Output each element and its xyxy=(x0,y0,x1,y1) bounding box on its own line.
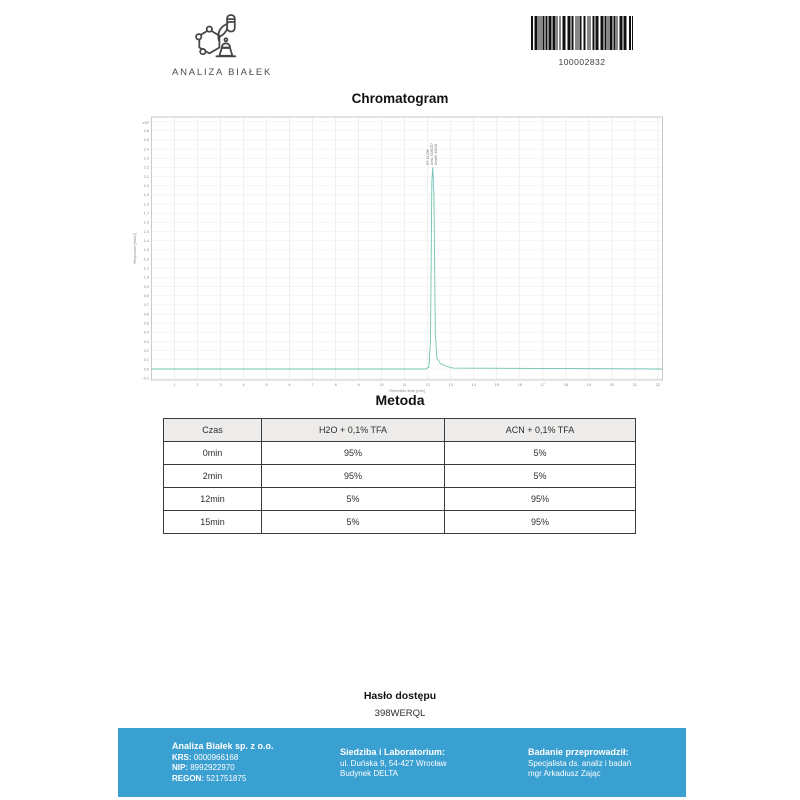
cell-time: 12min xyxy=(164,488,262,511)
access-password-block xyxy=(0,690,800,719)
svg-text:4: 4 xyxy=(242,383,245,387)
svg-text:8: 8 xyxy=(334,383,337,387)
cell-acn: 95% xyxy=(445,488,636,511)
table-row xyxy=(164,442,636,465)
svg-text:2.0: 2.0 xyxy=(143,184,149,189)
svg-text:3: 3 xyxy=(219,383,222,387)
col-header-acn: ACN + 0,1% TFA xyxy=(445,419,636,442)
method-title: Metoda xyxy=(375,392,425,408)
footer-address-block xyxy=(340,747,447,780)
company-nip: NIP: 8992922970 xyxy=(172,763,235,772)
table-row xyxy=(164,465,636,488)
svg-text:0.4: 0.4 xyxy=(143,330,149,335)
svg-text:1.2: 1.2 xyxy=(143,257,149,262)
company-regon: REGON: 521751875 xyxy=(172,773,247,783)
barcode-stripes xyxy=(531,16,633,50)
svg-text:2.5: 2.5 xyxy=(143,138,149,143)
svg-text:1.5: 1.5 xyxy=(143,229,149,234)
svg-text:19: 19 xyxy=(586,383,591,387)
svg-text:9: 9 xyxy=(357,383,360,387)
company-krs: KRS: 0000966168 xyxy=(172,752,239,762)
svg-text:1.9: 1.9 xyxy=(143,193,149,198)
svg-text:Response [mAU]: Response [mAU] xyxy=(132,233,137,264)
svg-text:21: 21 xyxy=(632,383,637,387)
svg-text:1.4: 1.4 xyxy=(143,239,149,244)
cell-acn: 95% xyxy=(445,511,636,534)
svg-text:5: 5 xyxy=(265,383,268,387)
svg-text:7: 7 xyxy=(311,383,314,387)
footer-company-block xyxy=(172,741,274,784)
logo-text: ANALIZA BIAŁEK xyxy=(172,67,273,78)
svg-text:17: 17 xyxy=(540,383,545,387)
svg-text:0.2: 0.2 xyxy=(143,348,149,353)
svg-text:15: 15 xyxy=(494,383,499,387)
svg-text:0.8: 0.8 xyxy=(143,293,149,298)
svg-text:0.5: 0.5 xyxy=(143,321,149,326)
password-value: 398WERQL xyxy=(374,708,426,719)
cell-time: 0min xyxy=(164,442,262,465)
svg-text:2.4: 2.4 xyxy=(143,147,149,152)
col-header-h2o: H2O + 0,1% TFA xyxy=(262,419,445,442)
svg-text:1.3: 1.3 xyxy=(143,248,149,253)
address-title: Siedziba i Laboratorium: xyxy=(340,747,446,757)
svg-text:13: 13 xyxy=(448,383,453,387)
svg-text:2: 2 xyxy=(196,383,199,387)
company-name: Analiza Białek sp. z o.o. xyxy=(172,741,274,751)
svg-text:Area%: 100.00: Area%: 100.00 xyxy=(434,143,439,165)
method-table xyxy=(163,418,636,534)
svg-text:1: 1 xyxy=(173,383,176,387)
password-label: Hasło dostępu xyxy=(363,690,437,702)
svg-text:1.1: 1.1 xyxy=(143,266,149,271)
cell-h2o: 95% xyxy=(262,442,445,465)
svg-text:2.6: 2.6 xyxy=(143,129,149,134)
svg-text:0.0: 0.0 xyxy=(143,367,149,372)
address-line2: Budynek DELTA xyxy=(340,769,398,778)
svg-text:16: 16 xyxy=(517,383,522,387)
table-row xyxy=(164,488,636,511)
examiner-line2: mgr Arkadiusz Zając xyxy=(528,769,601,778)
company-logo xyxy=(172,12,273,78)
svg-text:20: 20 xyxy=(609,383,614,387)
cell-h2o: 5% xyxy=(262,511,445,534)
cell-time: 2min xyxy=(164,465,262,488)
svg-text:11: 11 xyxy=(402,383,407,387)
svg-text:14: 14 xyxy=(471,383,476,387)
svg-text:1.7: 1.7 xyxy=(143,211,149,216)
cell-time: 15min xyxy=(164,511,262,534)
svg-text:1.6: 1.6 xyxy=(143,220,149,225)
chromatogram-chart xyxy=(128,112,668,395)
table-header-row xyxy=(164,419,636,442)
svg-text:-0.1: -0.1 xyxy=(142,376,149,381)
svg-text:Area: 3138.097: Area: 3138.097 xyxy=(430,143,435,165)
cell-acn: 5% xyxy=(445,442,636,465)
barcode-number: 100002832 xyxy=(558,57,606,67)
svg-text:1.0: 1.0 xyxy=(143,275,149,280)
svg-text:0.7: 0.7 xyxy=(143,303,149,308)
footer-examiner-block xyxy=(528,747,631,780)
svg-text:6: 6 xyxy=(288,383,291,387)
barcode xyxy=(531,16,633,67)
table-row xyxy=(164,511,636,534)
svg-text:10: 10 xyxy=(379,383,384,387)
svg-text:2.3: 2.3 xyxy=(143,156,149,161)
col-header-czas: Czas xyxy=(164,419,262,442)
svg-text:1.8: 1.8 xyxy=(143,202,149,207)
address-line1: ul. Duńska 9, 54-427 Wrocław xyxy=(340,758,447,768)
svg-text:22: 22 xyxy=(655,383,661,387)
examiner-title: Badanie przeprowadził: xyxy=(528,747,629,757)
footer xyxy=(118,728,686,797)
cell-acn: 5% xyxy=(445,465,636,488)
cell-h2o: 95% xyxy=(262,465,445,488)
svg-text:Retention time [min]: Retention time [min] xyxy=(389,388,425,393)
svg-text:2.1: 2.1 xyxy=(143,174,149,179)
chromatogram-title: Chromatogram xyxy=(351,91,449,106)
svg-text:2.2: 2.2 xyxy=(143,165,149,170)
svg-text:x10²: x10² xyxy=(142,121,150,125)
svg-text:0.9: 0.9 xyxy=(143,284,149,289)
svg-text:0.6: 0.6 xyxy=(143,312,149,317)
cell-h2o: 5% xyxy=(262,488,445,511)
svg-text:0.3: 0.3 xyxy=(143,339,149,344)
svg-text:18: 18 xyxy=(563,383,568,387)
molecule-microscope-icon xyxy=(190,12,250,64)
examiner-line1: Specjalista ds. analiz i badań xyxy=(528,758,632,768)
svg-text:12: 12 xyxy=(425,383,430,387)
svg-text:RT: 12.236: RT: 12.236 xyxy=(426,149,431,165)
svg-text:0.1: 0.1 xyxy=(143,358,149,363)
